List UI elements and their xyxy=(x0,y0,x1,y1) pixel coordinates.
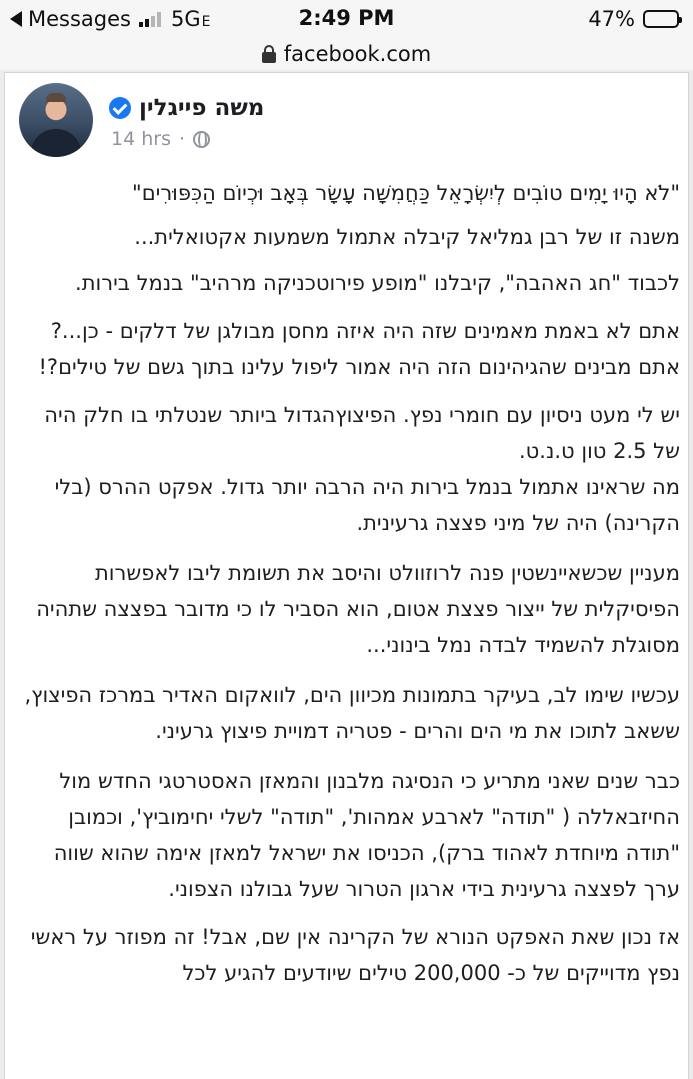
network-type: 5GE xyxy=(170,7,211,31)
post-paragraph: יש לי מעט ניסיון עם חומרי נפץ. הפיצוץהגדול ביותר שנטלתי בו חלק היה של 2.5 טון ט.נ.ט. xyxy=(44,403,680,463)
post-meta xyxy=(111,128,210,150)
globe-icon[interactable] xyxy=(193,131,210,148)
post-text xyxy=(15,167,680,991)
back-label[interactable]: Messages xyxy=(28,7,131,31)
post-paragraph: משנה זו של רבן גמליאל קיבלה אתמול משמעות אקטואלית... xyxy=(134,225,680,249)
post-paragraph: מעניין שכשאיינשטין פנה לרוזוולט והיסב את תשומת ליבו לאפשרות הפיסיקלית של ייצור פצצת אטום, הוא הסביר לו כי מדובר בפצצה שתהיה מסוגלת להשמיד לבדה נמל בינוני... xyxy=(36,561,680,657)
address-bar[interactable] xyxy=(0,38,693,70)
post-author-row xyxy=(109,95,264,121)
post-paragraph: אתם לא באמת מאמינים שזה היה איזה מחסן מבולגן של דלקים - כן...? אתם מבינים שהגיהינום הזה היה אמור ליפול עלינו בתוך גשם של טילים?! xyxy=(38,319,680,379)
url-text[interactable]: facebook.com xyxy=(283,42,432,66)
post-paragraph: כבר שנים שאני מתריע כי הנסיגה מלבנון והמאזן האסטרטגי החדש מול החיזבאללה ( "תודה" לארבע אמהות', "תודה" לשלי יחימוביץ', וכמובן "תודה מיוחדת לאהוד ברק), הכניסו את ישראל למאזן אימה שהוא שווה ערך לפצצה גרעינית בידי ארגון הטרור שעל גבולנו הצפוני. xyxy=(53,769,680,901)
battery-percent: 47% xyxy=(588,7,635,31)
status-bar xyxy=(0,0,693,38)
post-paragraph: מה שראינו אתמול בנמל בירות היה הרבה יותר גדול. אפקט ההרס (בלי הקרינה) היה של מיני פצצה גרעינית. xyxy=(54,475,680,535)
lock-icon xyxy=(262,45,276,63)
post-paragraph: לכבוד "חג האהבה", קיבלנו "מופע פירוטכניקה מרהיב" בנמל בירות. xyxy=(75,271,680,295)
post-paragraph: עכשיו שימו לב, בעיקר בתמונות מכיוון הים, לוואקום האדיר במרכז הפיצוץ, ששאב לתוכו את מי הים והרים - פטריה דמויית פיצוץ גרעיני. xyxy=(24,683,680,743)
battery-icon xyxy=(643,10,679,28)
author-name[interactable]: משה פייגלין xyxy=(139,95,265,121)
post-time[interactable]: 14 hrs xyxy=(111,128,171,150)
facebook-post xyxy=(4,72,689,1079)
battery-status xyxy=(588,7,679,31)
author-avatar[interactable] xyxy=(19,83,93,157)
post-paragraph: "לֹא הָיוּ יָמִים טוֹבִים לְיִשְׂרָאֵל כַּחֲמִשָּׁה עָשָׂר בְּאָב וּכְיוֹם הַכִּפּוּרִים" xyxy=(132,181,680,205)
meta-separator: · xyxy=(178,128,186,150)
verified-check-icon xyxy=(109,97,131,119)
status-time: 2:49 PM xyxy=(298,6,395,30)
post-paragraph: אז נכון שאת האפקט הנורא של הקרינה אין שם, אבל! זה מפוזר על ראשי נפץ מדוייקים של כ- 200,000 טילים שיודעים להגיע לכל xyxy=(30,925,680,985)
